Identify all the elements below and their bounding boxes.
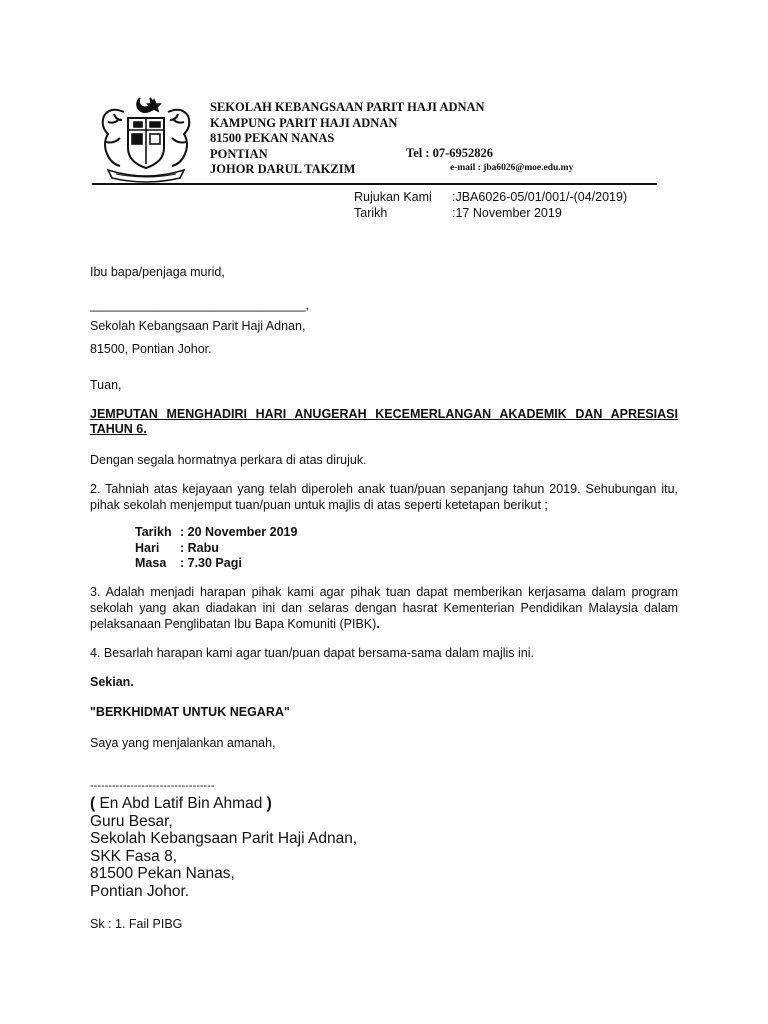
paragraph-3-period: . bbox=[376, 617, 380, 631]
signature-close-paren: ) bbox=[262, 795, 272, 812]
recipient-blank-line: _______________________________, bbox=[90, 298, 309, 312]
paragraph-1: Dengan segala hormatnya perkara di atas dirujuk. bbox=[90, 453, 367, 467]
letterhead-school-name: SEKOLAH KEBANGSAAN PARIT HAJI ADNAN bbox=[210, 100, 485, 114]
event-masa-label: Masa bbox=[135, 556, 167, 570]
letterhead-address-4: JOHOR DARUL TAKZIM bbox=[210, 162, 356, 176]
copy-to: Sk : 1. Fail PIBG bbox=[90, 917, 183, 931]
signature-block bbox=[90, 795, 357, 900]
signature-name-line bbox=[90, 795, 357, 813]
recipient-line-1: Ibu bapa/penjaga murid, bbox=[90, 265, 225, 279]
recipient-line-4: 81500, Pontian Johor. bbox=[90, 342, 212, 356]
recipient-line-3: Sekolah Kebangsaan Parit Haji Adnan, bbox=[90, 319, 306, 333]
tarikh-label: Tarikh bbox=[354, 206, 388, 220]
salutation: Tuan, bbox=[90, 378, 122, 392]
event-hari-value: : Rabu bbox=[180, 540, 219, 555]
event-masa-value: : 7.30 Pagi bbox=[180, 556, 242, 570]
amanah-line: Saya yang menjalankan amanah, bbox=[90, 736, 276, 750]
signature-address-1: SKK Fasa 8, bbox=[90, 847, 178, 865]
paragraph-2: 2. Tahniah atas kejayaan yang telah diperoleh anak tuan/puan sepanjang tahun 2019. Sehubungan itu, pihak sekolah menjemput tuan/puan untuk majlis di atas seperti ketetapan berikut ; bbox=[90, 482, 678, 512]
sekian: Sekian. bbox=[90, 675, 134, 689]
signature-open-paren: ( bbox=[90, 795, 100, 812]
event-hari-label: Hari bbox=[135, 540, 160, 555]
signature-name: En Abd Latif Bin Ahmad bbox=[99, 795, 263, 812]
paragraph-3 bbox=[90, 584, 678, 632]
letterhead-email: e-mail : jba6026@moe.edu.my bbox=[450, 163, 574, 173]
letterhead-address-1: KAMPUNG PARIT HAJI ADNAN bbox=[210, 115, 398, 130]
letterhead-address-3: PONTIAN bbox=[210, 146, 268, 161]
letterhead-tel: Tel : 07-6952826 bbox=[406, 146, 494, 160]
signature-address-3: Pontian Johor. bbox=[90, 882, 190, 900]
signature-dashes: ---------------------------------- bbox=[90, 780, 215, 792]
signature-school: Sekolah Kebangsaan Parit Haji Adnan, bbox=[90, 830, 358, 847]
motto: "BERKHIDMAT UNTUK NEGARA" bbox=[90, 705, 290, 719]
letterhead-divider bbox=[92, 183, 657, 185]
event-tarikh-label: Tarikh bbox=[135, 525, 172, 539]
school-crest-logo bbox=[94, 92, 198, 184]
signature-title: Guru Besar, bbox=[90, 812, 173, 830]
paragraph-3-text: 3. Adalah menjadi harapan pihak kami agar pihak tuan dapat memberikan kerjasama dalam program sekolah yang akan diadakan ini dan selaras dengan hasrat Kementerian Pendidikan Malaysia dalam pelaksanaan Penglibatan Ibu Bapa Komuniti (PIBK) bbox=[90, 585, 678, 631]
signature-address-2: 81500 Pekan Nanas, bbox=[90, 865, 235, 882]
tarikh-value: :17 November 2019 bbox=[452, 206, 562, 220]
event-tarikh-value: : 20 November 2019 bbox=[180, 525, 298, 539]
rujukan-label: Rujukan Kami bbox=[354, 190, 432, 204]
paragraph-4: 4. Besarlah harapan kami agar tuan/puan dapat bersama-sama dalam majlis ini. bbox=[90, 646, 534, 660]
rujukan-value: :JBA6026-05/01/001/-(04/2019) bbox=[452, 190, 628, 204]
letterhead-address-2: 81500 PEKAN NANAS bbox=[210, 131, 335, 145]
subject-heading: JEMPUTAN MENGHADIRI HARI ANUGERAH KECEMERLANGAN AKADEMIK DAN APRESIASI TAHUN 6. bbox=[90, 407, 678, 436]
